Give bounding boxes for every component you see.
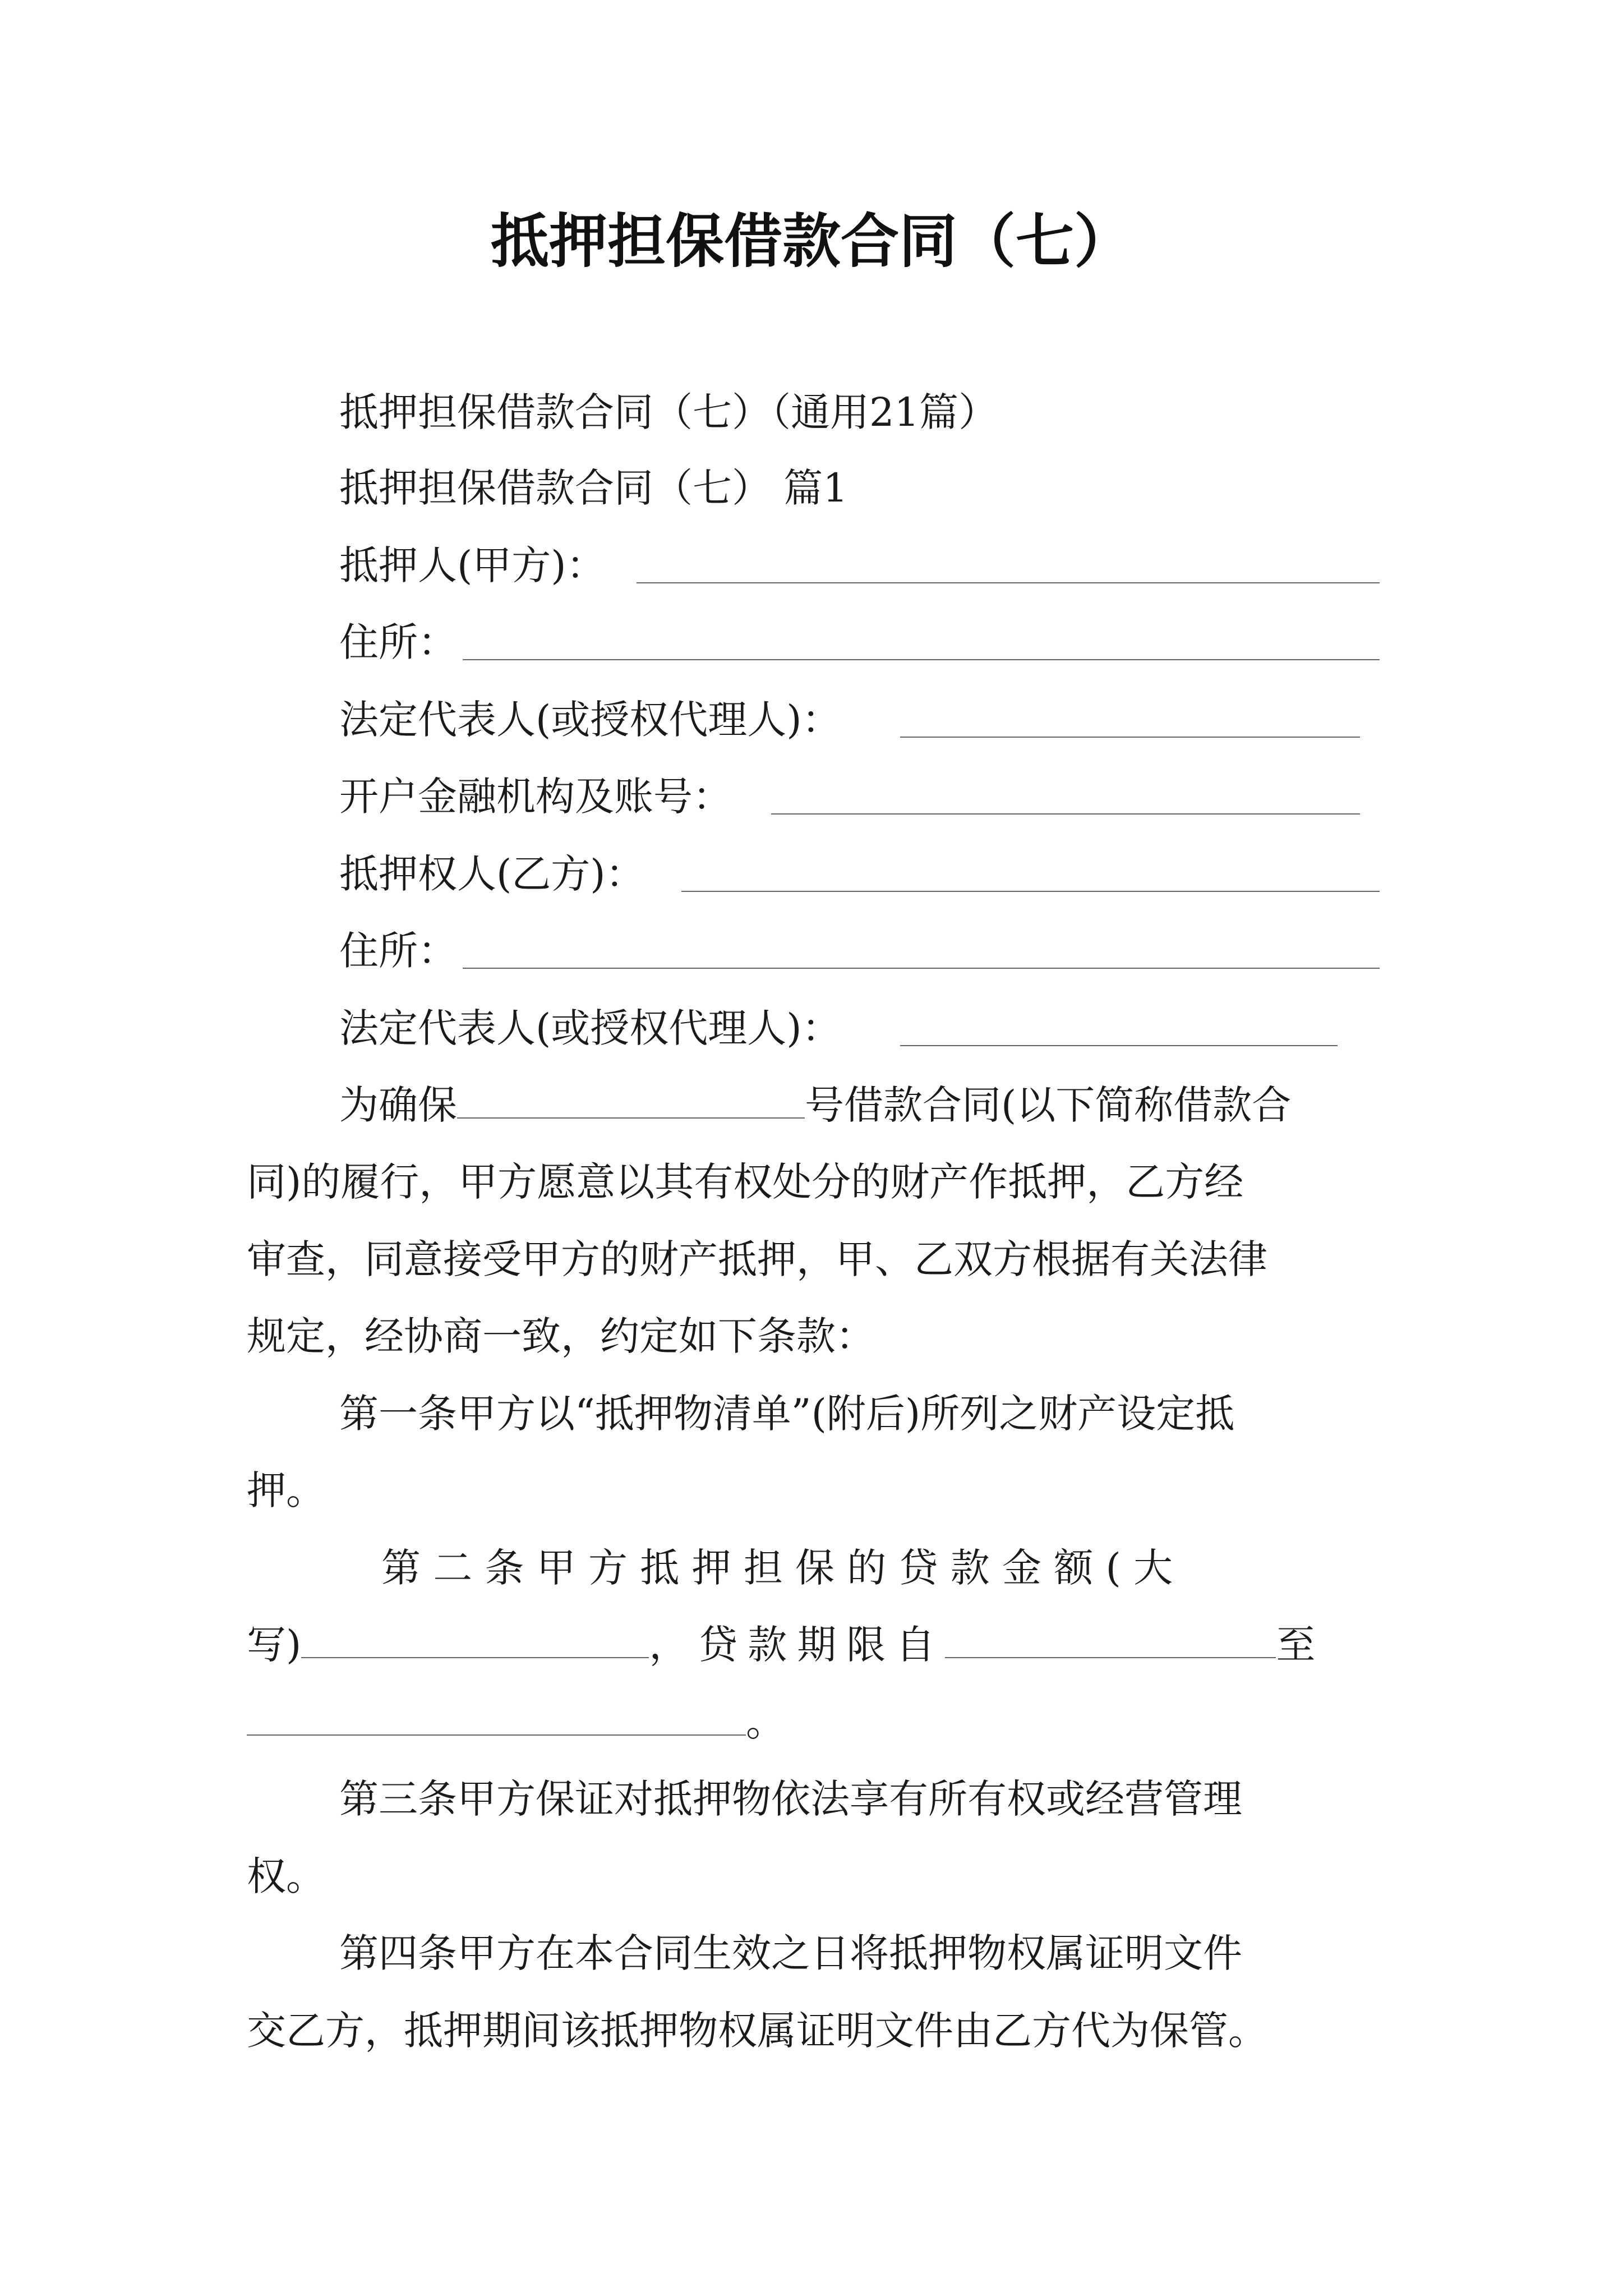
article-2-text-a: 写) <box>247 1622 302 1668</box>
field-label-legal-rep-2: 法定代表人(或授权代理人)： <box>339 1005 841 1051</box>
document-subtitle: 抵押担保借款合同（七）（通用21篇） <box>339 389 998 435</box>
field-label-address-2: 住所： <box>339 928 457 974</box>
field-label-legal-rep-1: 法定代表人(或授权代理人)： <box>339 697 841 743</box>
preamble-line-1 <box>339 1080 1291 1130</box>
blank-address-1[interactable] <box>463 659 1380 660</box>
article-2-line-1: 第 二 条 甲 方 抵 押 担 保 的 贷 款 金 额 ( 大 <box>381 1545 1173 1591</box>
article-3-line-1: 第三条甲方保证对抵押物依法享有所有权或经营管理 <box>339 1776 1242 1822</box>
document-title: 抵押担保借款合同（七） <box>490 206 1132 275</box>
blank-address-2[interactable] <box>463 968 1380 969</box>
preamble-line-3: 审查，同意接受甲方的财产抵押，甲、乙双方根据有关法律 <box>247 1236 1267 1282</box>
article-2-text-c: 至 <box>1276 1622 1316 1668</box>
field-label-bank-account: 开户金融机构及账号： <box>339 774 732 820</box>
blank-contract-number[interactable] <box>457 1083 805 1119</box>
preamble-text-b: 号借款合同(以下简称借款合 <box>805 1082 1292 1128</box>
section-heading: 抵押担保借款合同（七） 篇1 <box>339 465 848 511</box>
article-1-line-2: 押。 <box>247 1467 325 1513</box>
article-4-line-1: 第四条甲方在本合同生效之日将抵押物权属证明文件 <box>339 1930 1242 1976</box>
blank-bank-account[interactable] <box>771 813 1360 815</box>
article-1-line-1: 第一条甲方以“抵押物清单”(附后)所列之财产设定抵 <box>339 1391 1235 1437</box>
preamble-text-a: 为确保 <box>339 1082 457 1128</box>
blank-legal-rep-2[interactable] <box>900 1045 1338 1046</box>
article-3-line-2: 权。 <box>247 1853 325 1899</box>
article-4-line-2: 交乙方，抵押期间该抵押物权属证明文件由乙方代为保管。 <box>247 2008 1267 2054</box>
blank-loan-end[interactable] <box>247 1700 746 1736</box>
blank-mortgagee[interactable] <box>681 891 1380 892</box>
blank-mortgagor[interactable] <box>637 582 1380 583</box>
blank-legal-rep-1[interactable] <box>900 737 1360 738</box>
field-label-mortgagor: 抵押人(甲方)： <box>339 542 606 588</box>
article-2-text-b: ，贷款期限自 <box>649 1622 946 1668</box>
preamble-line-4: 规定，经协商一致，约定如下条款： <box>247 1313 875 1359</box>
article-2-line-3 <box>247 1697 785 1747</box>
article-2-line-2 <box>247 1619 1315 1670</box>
blank-loan-amount[interactable] <box>301 1622 649 1658</box>
blank-loan-start[interactable] <box>945 1622 1276 1658</box>
article-2-text-end: 。 <box>746 1699 785 1745</box>
preamble-line-2: 同)的履行，甲方愿意以其有权处分的财产作抵押，乙方经 <box>247 1159 1244 1205</box>
field-label-mortgagee: 抵押权人(乙方)： <box>339 851 645 897</box>
field-label-address-1: 住所： <box>339 619 457 665</box>
